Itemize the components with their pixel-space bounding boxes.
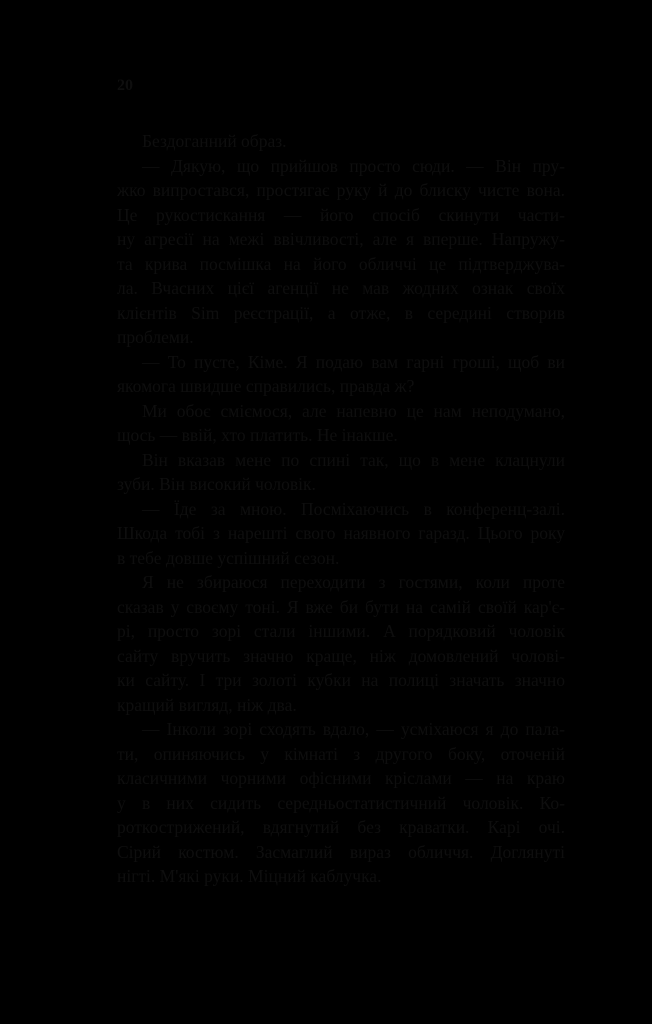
text-line: Бездоганний образ. <box>142 131 287 151</box>
text-line: ну агресії на межі ввічливості, але я вперше. Напружу- <box>117 229 565 249</box>
text-line: ти, опиняючись у кімнаті з другого боку, оточеній <box>117 743 565 764</box>
text-line: зуби. Він високий чоловік. <box>117 474 316 494</box>
text-line: Це рукостискання — його спосіб скинути части- <box>117 204 565 225</box>
text-line: класичними чорними офісними кріслами — на краю <box>117 768 565 788</box>
text-line: — Інколи зорі сходять вдало, — усміхаюся я до пала- <box>142 719 565 739</box>
text-line: клієнтів Sim реєстрації, а отже, в середині створив <box>117 302 565 323</box>
text-line: ки сайту. І три золоті кубки на полиці значать значно <box>117 670 565 690</box>
text-line: Ми обоє сміємося, але напевно це нам неподумано, <box>142 400 565 421</box>
text-line: щось — ввій, хто платить. Не інакше. <box>117 425 398 445</box>
page-number: 20 <box>117 77 133 94</box>
text-line: якомога швидше справились, правда ж? <box>117 376 415 396</box>
text-line: кращий вигляд, ніж два. <box>117 694 297 715</box>
text-line: та крива посмішка на його обличчі це підтверджува- <box>117 253 565 274</box>
text-line: Шкода тобі з нарешті свого наявного гаразд. Цього року <box>117 523 565 543</box>
text-line: роткострижений, вдягнутий без краватки. Карі очі. <box>117 817 565 837</box>
text-line: жко випростався, простягає руку й до блиску чисте вона. <box>117 180 565 200</box>
text-line: Я не збираюся переходити з гостями, коли проте <box>142 572 565 592</box>
text-line: — Їде за мною. Посміхаючись в конференц-залі. <box>142 498 565 519</box>
text-line: нігті. М'які руки. Міцний каблучка. <box>117 866 382 886</box>
text-line: Сірий костюм. Засмаглий вираз обличчя. Доглянуті <box>117 841 565 862</box>
body-text <box>117 129 565 889</box>
text-line: у в них сидить середньостатистичний чоловік. Ко- <box>117 792 565 813</box>
text-line: в тебе довше успішний сезон. <box>117 547 340 568</box>
text-line: ла. Вчасних цієї агенції не мав жодних ознак своїх <box>117 278 565 298</box>
text-line: проблеми. <box>117 327 194 347</box>
text-line: — То пусте, Кіме. Я подаю вам гарні гроші, щоб ви <box>142 351 565 372</box>
text-line: рі, просто зорі стали іншими. А порядковий чоловік <box>117 621 565 641</box>
text-line: Він вказав мене по спині так, що в мене клацнули <box>142 449 565 470</box>
text-line: сайту вручить значно краще, ніж домовлений чолові- <box>117 645 565 666</box>
text-line: — Дякую, що прийшов просто сюди. — Він пру- <box>142 155 565 176</box>
text-line: сказав у своєму тоні. Я вже би бути на самій своїй кар'є- <box>117 596 565 617</box>
